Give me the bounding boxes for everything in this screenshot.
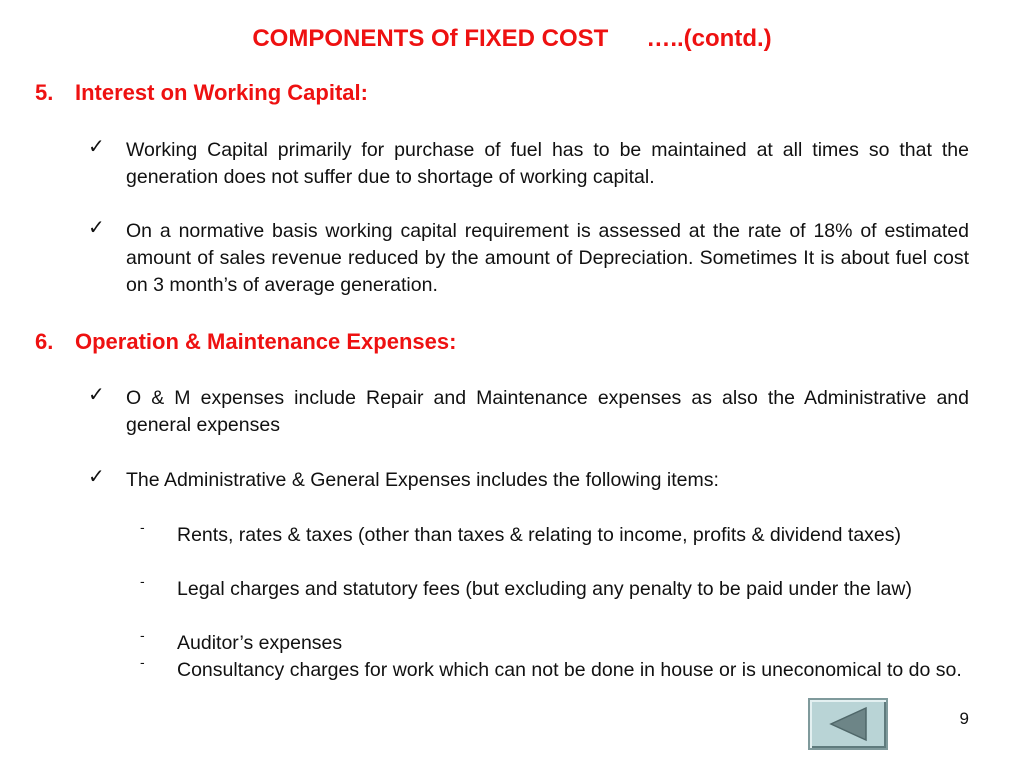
title-main: COMPONENTS Of FIXED COST [252, 25, 609, 52]
section-heading-om-expenses [35, 329, 456, 355]
list-item [140, 627, 969, 657]
list-item [140, 519, 969, 549]
bullet-item [88, 215, 969, 299]
list-item-text: Rents, rates & taxes (other than taxes & relating to income, profits & dividend taxes) [177, 524, 902, 546]
checkmark-icon: ✓ [88, 464, 105, 488]
list-item-text: Legal charges and statutory fees (but excluding any penalty to be paid under the law) [177, 578, 912, 600]
bullet-text: Working Capital primarily for purchase of fuel has to be maintained at all times so that the generation does not suffer due to shortage of working capital. [126, 139, 969, 188]
checkmark-icon: ✓ [88, 134, 105, 158]
dash-bullet: - [140, 573, 145, 589]
checkmark-icon: ✓ [88, 382, 105, 406]
dash-bullet: - [140, 519, 145, 535]
title-suffix: …..(contd.) [646, 25, 772, 52]
bullet-item [88, 464, 969, 494]
list-item-text: Consultancy charges for work which can not be done in house or is uneconomical to do so. [177, 659, 962, 681]
slide-title [0, 25, 1024, 53]
list-item [140, 654, 969, 684]
checkmark-icon: ✓ [88, 215, 105, 239]
previous-slide-button[interactable] [808, 698, 888, 750]
dash-bullet: - [140, 627, 145, 643]
list-item-text: Auditor’s expenses [177, 632, 343, 654]
page-number: 9 [959, 709, 969, 728]
section-title: Interest on Working Capital: [75, 80, 368, 105]
back-arrow-icon [828, 706, 868, 742]
bullet-text: On a normative basis working capital requirement is assessed at the rate of 18% of estimated amount of sales revenue reduced by the amount of Depreciation. Sometimes It is about fuel cost on 3 month’s of average generation. [126, 220, 969, 296]
list-item [140, 573, 969, 603]
dash-bullet: - [140, 654, 145, 670]
bullet-item [88, 382, 969, 439]
bullet-item [88, 134, 969, 191]
bullet-text: The Administrative & General Expenses includes the following items: [126, 469, 719, 491]
bullet-text: O & M expenses include Repair and Maintenance expenses as also the Administrative and general expenses [126, 387, 969, 436]
section-title: Operation & Maintenance Expenses: [75, 329, 457, 354]
section-number: 5. [35, 80, 54, 105]
section-heading-interest [35, 80, 368, 106]
section-number: 6. [35, 329, 54, 354]
